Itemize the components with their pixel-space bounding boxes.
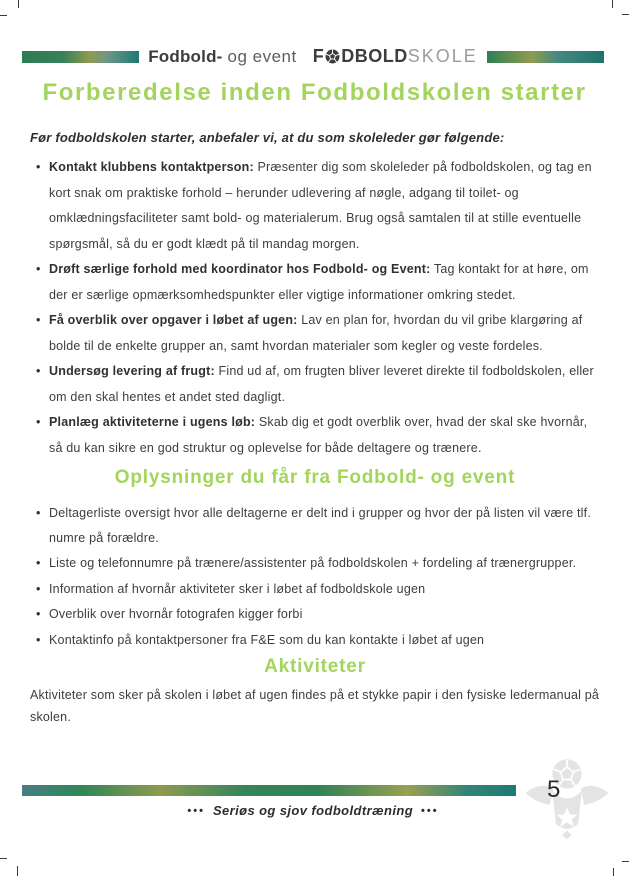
list-item-lead: Planlæg aktiviteterne i ugens løb: bbox=[49, 415, 256, 429]
list-item-text: Præsenter dig som skoleleder på fodboldskolen, og tag en kort snak om praktiske forhold – herunder udlevering af nøgle, adgang til toilet- og omklædningsfaciliteter samt bold- og materialerum. Brug også samtalen til at stille eventuelle spørgsmål, så du er godt klædt på til mandag morgen. bbox=[49, 160, 592, 251]
page-number: 5 bbox=[547, 776, 561, 803]
list-item bbox=[30, 551, 600, 576]
page-title: Forberedelse inden Fodboldskolen starter bbox=[42, 79, 587, 106]
fodboldskole-logo-skole: SKOLE bbox=[407, 46, 478, 66]
bullet-icon: • bbox=[36, 581, 41, 596]
list-item-text: Liste og telefonnumre på trænere/assistenter på fodboldskolen + fordeling af trænergrupper. bbox=[49, 556, 577, 570]
list-item-text: Deltagerliste oversigt hvor alle deltagerne er delt ind i grupper og hvor der på listen vil være tlf. numre på forældre. bbox=[49, 506, 591, 545]
info-list bbox=[30, 501, 600, 652]
bullet-icon: • bbox=[36, 160, 41, 174]
list-item-lead: Drøft særlige forhold med koordinator hos Fodbold- og Event: bbox=[49, 262, 431, 276]
list-item-text: Kontaktinfo på kontaktpersoner fra F&E som du kan kontakte i løbet af ugen bbox=[49, 632, 485, 647]
soccer-ball-icon bbox=[325, 49, 340, 64]
list-item-lead: Få overblik over opgaver i løbet af ugen: bbox=[49, 313, 298, 327]
intro-line: Før fodboldskolen starter, anbefaler vi, at du som skoleleder gør følgende: bbox=[30, 130, 505, 145]
fodboldskole-logo-f: F bbox=[312, 46, 325, 66]
list-item bbox=[30, 410, 600, 461]
crop-mark bbox=[622, 14, 629, 15]
list-item-lead: Kontakt klubbens kontaktperson: bbox=[49, 160, 254, 174]
fodbold-og-event-logo-bold: Fodbold- bbox=[148, 46, 223, 66]
bullet-icon: • bbox=[36, 262, 41, 276]
list-item bbox=[30, 577, 600, 602]
bullet-icon: • bbox=[36, 607, 41, 621]
section-heading-oplysninger: Oplysninger du får fra Fodbold- og event bbox=[114, 467, 516, 488]
footer-gradient-bar bbox=[22, 785, 516, 796]
list-item bbox=[30, 359, 600, 410]
bullet-icon: • bbox=[36, 632, 41, 647]
list-item-text: Information af hvornår aktiviteter sker i løbet af fodboldskole ugen bbox=[49, 581, 426, 596]
crop-mark bbox=[622, 861, 629, 862]
crop-mark bbox=[0, 15, 7, 16]
tagline-dots-right: ••• bbox=[421, 805, 439, 817]
list-item bbox=[30, 155, 600, 257]
bullet-icon: • bbox=[36, 506, 41, 520]
fodboldskole-logo-dbold: DBOLD bbox=[341, 46, 408, 66]
list-item-lead: Undersøg levering af frugt: bbox=[49, 364, 215, 378]
list-item bbox=[30, 602, 600, 627]
list-item bbox=[30, 501, 600, 550]
list-item-text: Overblik over hvornår fotografen kigger forbi bbox=[49, 607, 303, 621]
fodbold-og-event-logo-light: og event bbox=[227, 46, 297, 66]
crop-mark bbox=[0, 858, 7, 859]
footer-tagline bbox=[22, 803, 604, 818]
tagline-dots-left: ••• bbox=[187, 805, 205, 817]
header-gradient-bar-right bbox=[487, 51, 604, 63]
header bbox=[22, 46, 604, 67]
header-gradient-bar-left bbox=[22, 51, 139, 63]
bullet-icon: • bbox=[36, 556, 41, 570]
fodboldskole-logo bbox=[313, 46, 478, 67]
section-heading-aktiviteter: Aktiviteter bbox=[264, 656, 366, 677]
club-crest-watermark bbox=[524, 756, 610, 840]
content bbox=[30, 129, 600, 728]
bullet-icon: • bbox=[36, 313, 41, 327]
list-item-text: Tag kontakt for at høre, om der er særlige opmærksomhedspunkter eller vigtige informationer omkring stedet. bbox=[49, 262, 589, 302]
crop-mark bbox=[613, 868, 614, 876]
preparation-checklist bbox=[30, 155, 600, 461]
list-item bbox=[30, 308, 600, 359]
list-item-text: Find ud af, om frugten bliver leveret direkte til fodboldskolen, eller om den skal hentes et andet sted dagligt. bbox=[49, 364, 594, 404]
crop-mark bbox=[18, 0, 19, 8]
crop-mark bbox=[17, 866, 18, 876]
tagline-text: Seriøs og sjov fodboldtræning bbox=[212, 803, 414, 818]
bullet-icon: • bbox=[36, 415, 41, 429]
list-item bbox=[30, 628, 600, 653]
list-item-text: Skab dig et godt overblik over, hvad der skal ske hvornår, så du kan sikre en god struktur og oplevelse for både deltagere og trænere. bbox=[49, 415, 588, 455]
crop-mark bbox=[612, 0, 613, 8]
activities-paragraph: Aktiviteter som sker på skolen i løbet af ugen findes på et stykke papir i den fysiske ledermanual på skolen. bbox=[30, 688, 600, 724]
list-item bbox=[30, 257, 600, 308]
bullet-icon: • bbox=[36, 364, 41, 378]
brand-logos bbox=[148, 46, 478, 67]
list-item-text: Lav en plan for, hvordan du vil gribe klargøring af bolde til de enkelte grupper an, samt hvordan materialer som kegler og veste fordeles. bbox=[49, 313, 583, 353]
